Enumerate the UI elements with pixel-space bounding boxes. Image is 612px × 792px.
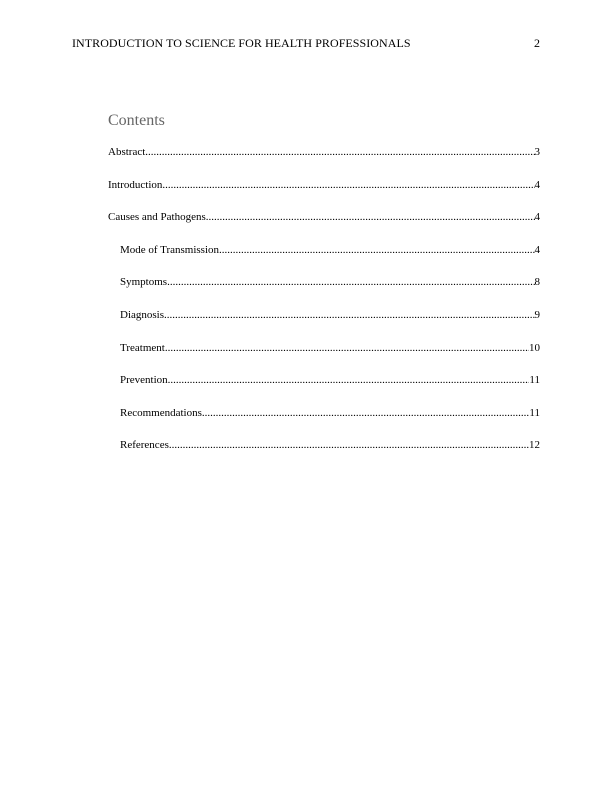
toc-entry-introduction[interactable] [108, 177, 540, 193]
toc-entry-page: 11 [529, 374, 540, 387]
toc-entry-causes-and-pathogens[interactable] [108, 209, 540, 225]
toc-heading: Contents [108, 112, 165, 129]
toc-entry-title: References [120, 439, 169, 452]
toc-entry-page: 4 [534, 178, 540, 191]
toc-list [108, 144, 540, 453]
toc-entry-title: Causes and Pathogens [108, 211, 206, 224]
toc-dot-leader [219, 242, 534, 258]
toc-entry-page: 11 [529, 406, 540, 419]
page-header [72, 36, 540, 52]
toc-entry-title: Diagnosis [120, 308, 164, 321]
toc-dot-leader [162, 177, 534, 193]
toc-dot-leader [206, 209, 535, 225]
toc-entry-title: Abstract [108, 146, 146, 158]
running-head: INTRODUCTION TO SCIENCE FOR HEALTH PROFESSIONALS [72, 36, 411, 50]
toc-entry-page: 4 [534, 243, 540, 256]
toc-entry-abstract[interactable] [108, 144, 540, 160]
toc-dot-leader [165, 340, 529, 356]
toc-dot-leader [145, 144, 534, 160]
toc-entry-treatment[interactable] [108, 340, 540, 356]
toc-entry-recommendations[interactable] [108, 405, 540, 421]
toc-entry-title: Treatment [120, 341, 165, 354]
toc-entry-page: 9 [534, 308, 540, 321]
toc-entry-mode-of-transmission[interactable] [108, 242, 540, 258]
toc-entry-title: Recommendations [120, 406, 202, 419]
toc-entry-title: Prevention [120, 374, 168, 387]
toc-entry-page: 4 [534, 211, 540, 224]
toc-entry-prevention[interactable] [108, 372, 540, 388]
table-of-contents [108, 110, 540, 470]
toc-entry-title: Mode of Transmission [120, 243, 220, 256]
toc-entry-page: 10 [529, 341, 540, 354]
toc-dot-leader [169, 437, 529, 453]
page-number: 2 [534, 36, 540, 50]
toc-entry-title: Symptoms [120, 276, 168, 289]
toc-entry-page: 3 [534, 146, 540, 158]
toc-entry-diagnosis[interactable] [108, 307, 540, 323]
toc-entry-page: 12 [529, 439, 540, 452]
toc-dot-leader [202, 405, 530, 421]
toc-entry-references[interactable] [108, 437, 540, 453]
toc-dot-leader [167, 274, 534, 290]
toc-entry-title: Introduction [108, 178, 163, 191]
toc-entry-page: 8 [534, 276, 540, 289]
toc-dot-leader [164, 307, 535, 323]
toc-dot-leader [168, 372, 530, 388]
toc-entry-symptoms[interactable] [108, 274, 540, 290]
